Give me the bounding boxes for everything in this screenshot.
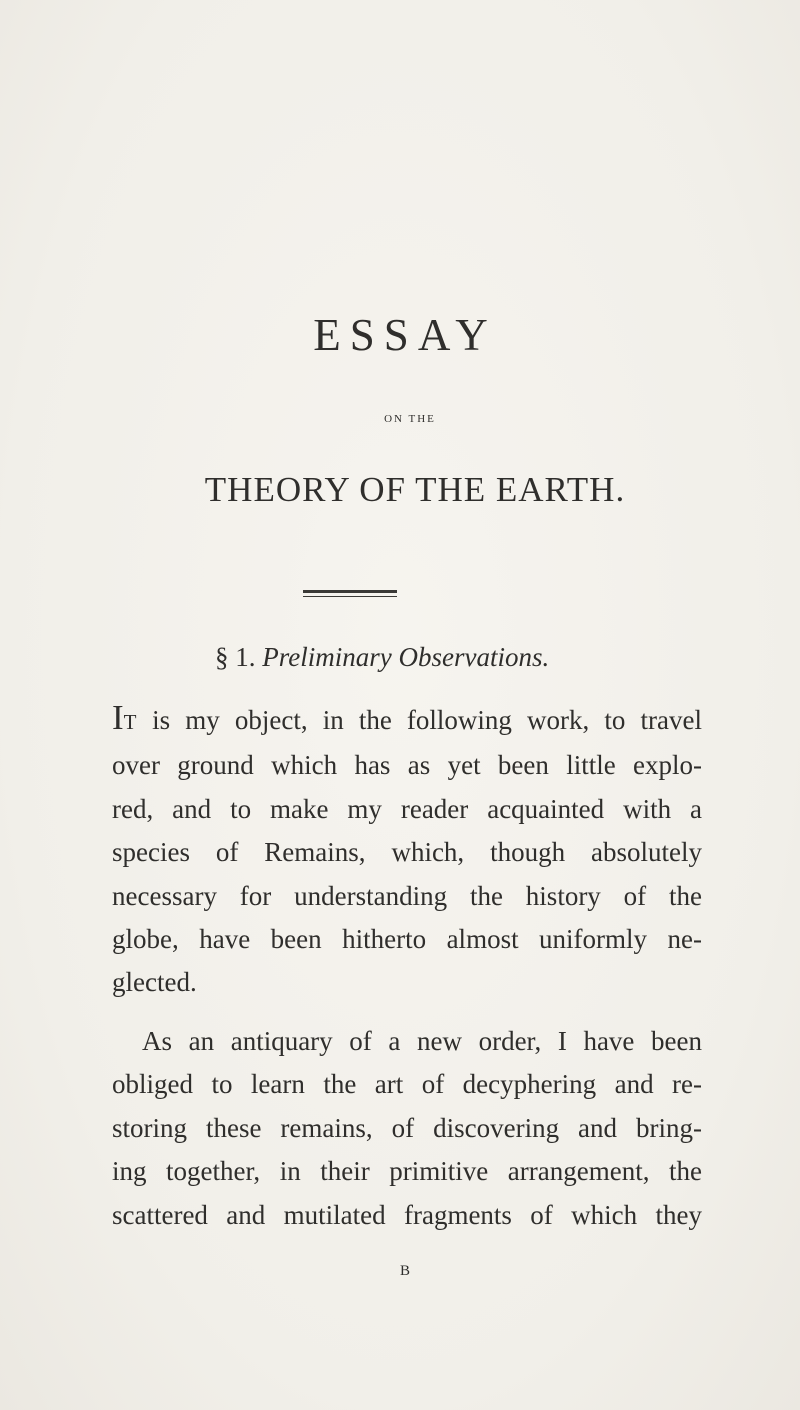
title-subject: THEORY OF THE EARTH. <box>204 470 626 509</box>
drop-cap: I <box>112 698 124 737</box>
title-connector: ON THE <box>384 413 436 425</box>
section-heading <box>215 644 549 671</box>
paragraph-1-line-4: species of Remains, which, though absolutely <box>112 837 702 868</box>
paragraph-2-line-4: ing together, in their primitive arrangement, the <box>112 1156 702 1187</box>
paragraph-1-line-1 <box>112 696 702 744</box>
paragraph-2-line-2: obliged to learn the art of decyphering and re- <box>112 1069 702 1100</box>
divider-rule-thick <box>303 590 397 593</box>
paragraph-2 <box>112 1020 702 1237</box>
paragraph-2-line-3: storing these remains, of discovering and bring- <box>112 1112 702 1143</box>
paragraph-1-line-2: over ground which has as yet been little explo- <box>112 750 702 781</box>
signature-mark: B <box>399 1263 410 1279</box>
paragraph-1-line-7: glected. <box>112 967 197 998</box>
paragraph-1 <box>112 696 702 1005</box>
paragraph-1-line-5: necessary for understanding the history of the <box>112 880 702 911</box>
small-cap: T <box>123 710 137 734</box>
paragraph-2-line-5: scattered and mutilated fragments of which they <box>112 1199 702 1230</box>
paragraph-1-line-6: globe, have been hitherto almost uniformly ne- <box>112 924 702 955</box>
section-number: § 1. <box>215 642 256 672</box>
title-essay: ESSAY <box>313 310 497 360</box>
section-title: Preliminary Observations. <box>262 642 550 672</box>
paragraph-1-line-1-text: is my object, in the following work, to travel <box>152 705 702 735</box>
paragraph-1-line-3: red, and to make my reader acquainted with a <box>112 793 702 824</box>
divider-rule-thin <box>303 596 397 597</box>
paragraph-2-line-1: As an antiquary of a new order, I have been <box>142 1026 702 1056</box>
